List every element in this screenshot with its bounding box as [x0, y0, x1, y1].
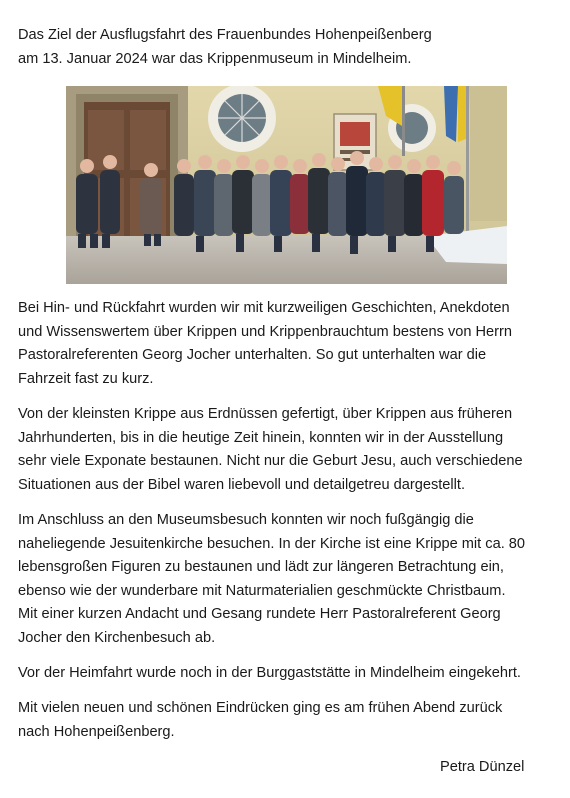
- paragraph-exhibition: [18, 403, 558, 497]
- paragraph-line: naheliegende Jesuitenkirche besuchen. In der Kirche ist eine Krippe mit ca. 80: [18, 535, 526, 552]
- paragraph-journey: [18, 297, 558, 391]
- paragraph-line: und Wissenswertem über Krippen und Krippenbrauchtum bestens von Herrn: [18, 323, 513, 340]
- intro-paragraph: [18, 24, 558, 71]
- paragraph-line: Mit vielen neuen und schönen Eindrücken ging es am frühen Abend zurück: [18, 700, 503, 716]
- paragraph-return: [18, 697, 558, 744]
- paragraph-line: nach Hohenpeißenberg.: [18, 723, 175, 740]
- paragraph-line: Mit einer kurzen Andacht und Gesang rundete Herr Pastoralreferent Georg: [18, 606, 501, 623]
- flagpole: [402, 86, 405, 156]
- paragraph-line: Situationen aus der Bibel waren liebevoll und detailgetreu dargestellt.: [18, 476, 466, 493]
- group-photo: [66, 86, 507, 284]
- paragraph-line: Jocher den Kirchenbesuch ab.: [18, 629, 216, 646]
- paragraph-line: Von der kleinsten Krippe aus Erdnüssen gefertigt, über Krippen aus früheren: [18, 406, 513, 422]
- paragraph-line: sehr viele Exponate bestaunen. Nicht nur die Geburt Jesu, auch verschiedene: [18, 453, 523, 470]
- paragraph-line: lebensgroßen Figuren zu bestaunen und lädt zur längeren Betrachtung ein,: [18, 559, 504, 576]
- paragraph-line: Jahrhunderten, bis in die heutige Zeit hinein, konnten wir in der Ausstellung: [18, 429, 504, 446]
- flag-blue: [444, 86, 458, 142]
- paragraph-line: Bei Hin- und Rückfahrt wurden wir mit kurzweiligen Geschichten, Anekdoten: [18, 300, 510, 316]
- paragraph-restaurant: [18, 662, 558, 686]
- paragraph-line: ebenso wie der wunderbare mit Naturmaterialien geschmückte Christbaum.: [18, 582, 506, 599]
- paragraph-line: Pastoralreferenten Georg Jocher unterhalten. So gut unterhalten war die: [18, 347, 487, 364]
- author-signature: Petra Dünzel: [440, 759, 525, 775]
- intro-line: Das Ziel der Ausflugsfahrt des Frauenbundes Hohenpeißenberg: [18, 27, 432, 43]
- paragraph-church: [18, 509, 558, 651]
- paragraph-line: Im Anschluss an den Museumsbesuch konnten wir noch fußgängig die: [18, 512, 474, 528]
- intro-line: am 13. Januar 2024 war das Krippenmuseum in Mindelheim.: [18, 50, 412, 67]
- paragraph-line: Fahrzeit fast zu kurz.: [18, 370, 154, 387]
- paragraph-line: Vor der Heimfahrt wurde noch in der Burggaststätte in Mindelheim eingekehrt.: [18, 665, 521, 681]
